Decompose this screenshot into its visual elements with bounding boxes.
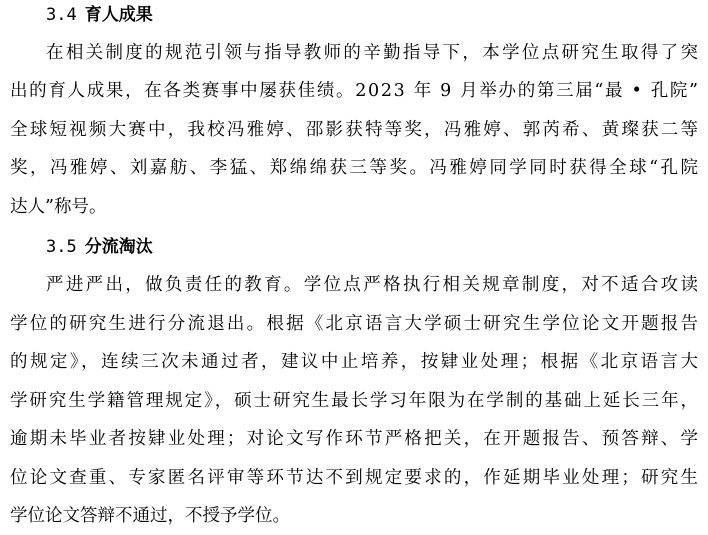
paragraph-line: 学位的研究生进行分流退出。根据《北京语言大学硕士研究生学位论文开题报告 (10, 314, 701, 334)
paragraph-line: 达人”称号。 (10, 197, 107, 217)
section-number: 3.5 (46, 237, 77, 257)
paragraph-line: 学研究生学籍管理规定》，硕士研究生最长学习年限为在学制的基础上延长三年， (10, 391, 700, 411)
section-title: 分流淘汰 (84, 237, 153, 257)
section-number: 3.4 (46, 5, 77, 25)
paragraph-line: 全球短视频大赛中，我校冯雅婷、邵影获特等奖，冯雅婷、郭芮希、黄璨获二等 (10, 120, 701, 140)
section-heading-3-5 (46, 236, 153, 258)
paragraph-line: 奖，冯雅婷、刘嘉舫、李猛、郑绵绵获三等奖。冯雅婷同学同时获得全球“孔院 (10, 158, 701, 178)
paragraph-line: 位论文查重、专家匿名评审等环节达不到规定要求的，作延期毕业处理；研究生 (10, 468, 701, 488)
paragraph-line: 严进严出，做负责任的教育。学位点严格执行相关规章制度，对不适合攻读 (46, 275, 701, 295)
paragraph-line: 逾期未毕业者按肄业处理；对论文写作环节严格把关，在开题报告、预答辩、学 (10, 429, 701, 449)
section-heading-3-4 (46, 4, 153, 26)
section-title: 育人成果 (84, 5, 153, 25)
paragraph-line: 在相关制度的规范引领与指导教师的辛勤指导下，本学位点研究生取得了突 (46, 43, 701, 63)
paragraph-line: 学位论文答辩不通过，不授予学位。 (10, 506, 290, 526)
paragraph-line: 出的育人成果，在各类赛事中屡获佳绩。2023 年 9 月举办的第三届“最 • 孔院” (10, 81, 700, 101)
paragraph-line: 的规定》，连续三次未通过者，建议中止培养，按肄业处理；根据《北京语言大 (10, 352, 701, 372)
